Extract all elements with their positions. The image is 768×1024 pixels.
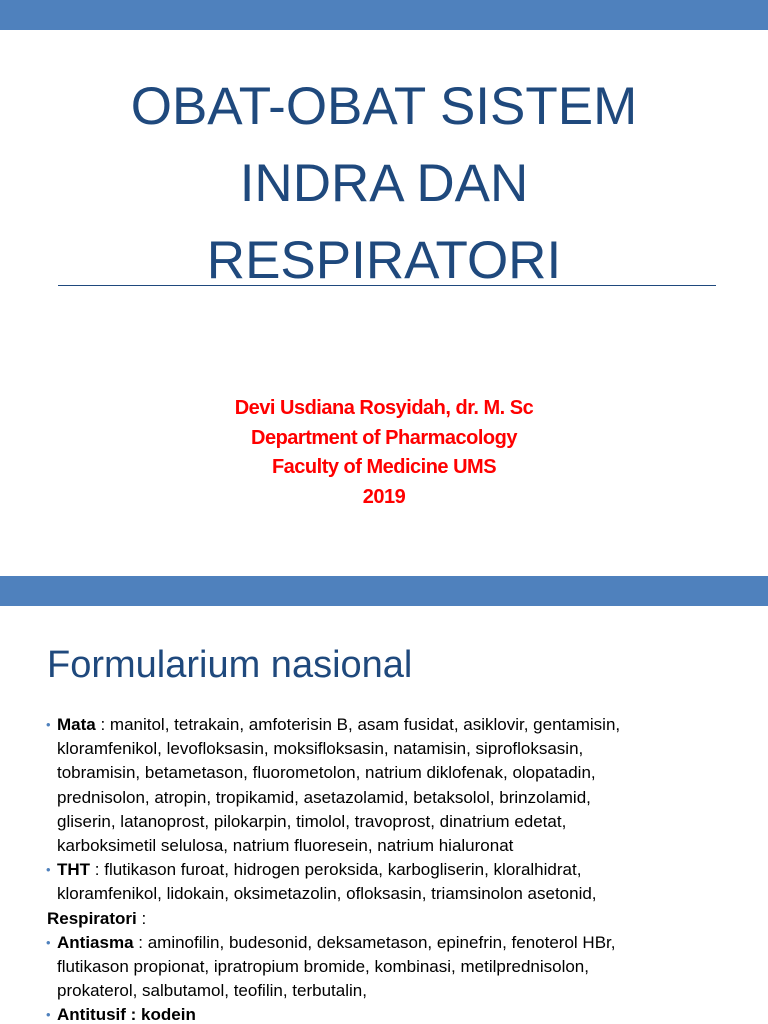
mata-text-line: karboksimetil selulosa, natrium fluoresein, natrium hialuronat — [57, 836, 514, 856]
mata-label: Mata — [57, 715, 96, 734]
antiasma-text-line: flutikason propionat, ipratropium bromide, kombinasi, metilprednisolon, — [57, 957, 589, 977]
mata-text-line: tobramisin, betametason, fluorometolon, natrium diklofenak, olopatadin, — [57, 763, 596, 783]
tht-text-line: : flutikason furoat, hidrogen peroksida, karbogliserin, kloralhidrat, — [90, 860, 582, 880]
mata-text-line: kloramfenikol, levofloksasin, moksifloksasin, natamisin, siprofloksasin, — [57, 739, 584, 759]
slide2-body — [47, 713, 747, 1024]
list-item-antiasma — [47, 931, 747, 955]
antiasma-label: Antiasma — [57, 932, 134, 952]
respiratori-suffix: : — [136, 908, 147, 928]
author-faculty: Faculty of Medicine UMS — [271, 456, 497, 478]
antiasma-text-line: prokaterol, salbutamol, teofilin, terbutalin, — [57, 981, 367, 1001]
author-department: Department of Pharmacology — [251, 426, 517, 449]
title-line-1: OBAT-OBAT SISTEM — [130, 77, 638, 136]
list-item-tht — [47, 858, 747, 882]
respiratori-label: Respiratori — [47, 908, 137, 928]
antiasma-text-line: : aminofilin, budesonid, deksametason, epinefrin, fenoterol HBr, — [133, 932, 616, 952]
title-line-2: INDRA DAN — [239, 154, 529, 213]
respiratori-heading — [47, 907, 747, 931]
bullet-icon: • — [46, 717, 51, 732]
tht-text-line: kloramfenikol, lidokain, oksimetazolin, ofloksasin, triamsinolon asetonid, — [57, 884, 597, 904]
mata-text-line: gliserin, latanoprost, pilokarpin, timolol, travoprost, dinatrium edetat, — [57, 811, 567, 831]
slide1-title — [40, 68, 728, 299]
list-item-antitusif — [47, 1003, 747, 1024]
slide2-heading: Formularium nasional — [47, 644, 413, 686]
top-header-band — [0, 0, 768, 30]
author-year: 2019 — [362, 485, 406, 508]
antitusif-label: Antitusif : kodein — [57, 1005, 196, 1024]
bullet-icon: • — [46, 1007, 51, 1023]
slide2-header-band — [0, 576, 768, 606]
mata-text-line: prednisolon, atropin, tropikamid, asetazolamid, betaksolol, brinzolamid, — [57, 787, 591, 807]
bullet-icon: • — [46, 862, 51, 878]
author-name: Devi Usdiana Rosyidah, dr. M. Sc — [234, 397, 534, 419]
mata-text-line: : manitol, tetrakain, amfoterisin B, asam fusidat, asiklovir, gentamisin, — [95, 715, 621, 734]
list-item-mata — [47, 713, 747, 737]
title-line-3: RESPIRATORI — [206, 231, 562, 290]
tht-label: THT — [57, 860, 91, 880]
author-block — [60, 394, 708, 512]
title-divider — [58, 285, 716, 286]
bullet-icon: • — [46, 934, 51, 950]
